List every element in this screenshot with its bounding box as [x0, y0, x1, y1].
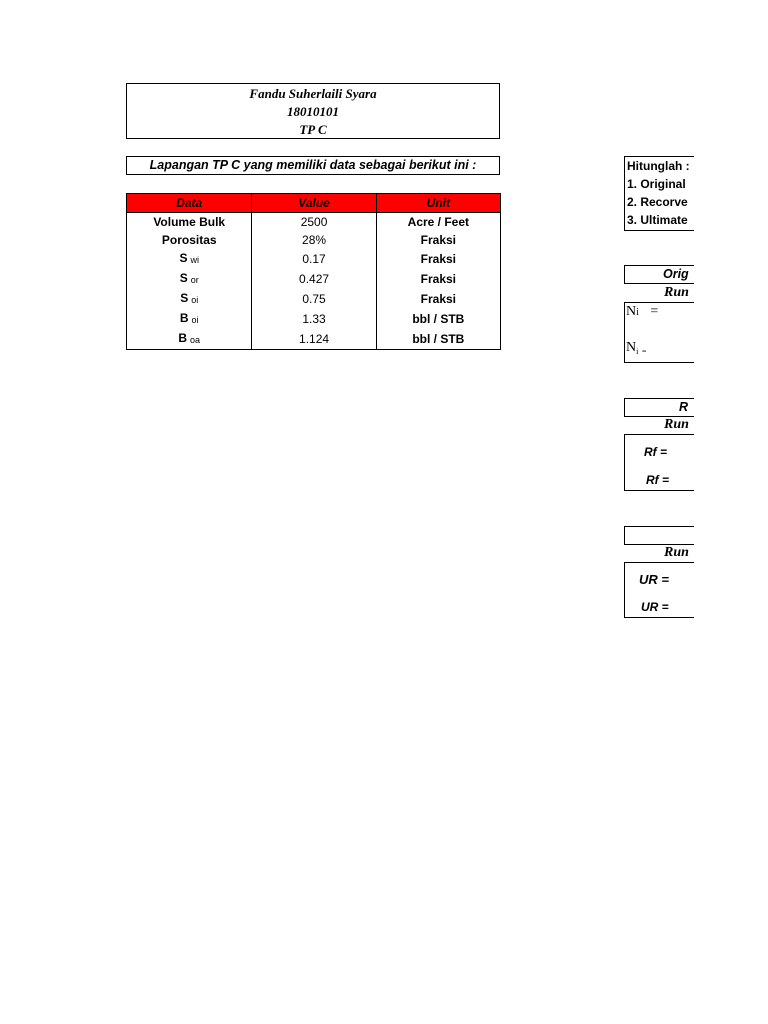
ur-line-2: UR = — [641, 600, 669, 614]
section1-line1 — [626, 304, 658, 320]
ni-symbol: N — [626, 304, 637, 319]
row-label — [127, 269, 252, 289]
section3-rumus: Run — [664, 545, 689, 560]
ur-line-1: UR = — [639, 572, 669, 587]
identity-header — [126, 83, 500, 139]
row-label — [127, 249, 252, 269]
label-main: S — [179, 271, 188, 285]
label-subscript: or — [190, 275, 199, 285]
rf-line-2: Rf = — [646, 473, 670, 487]
label-main: S — [180, 291, 189, 305]
label-subscript: oa — [190, 335, 201, 345]
header-value: Value — [252, 194, 376, 213]
row-label — [127, 329, 252, 350]
rf-line-1: Rf = — [644, 445, 668, 459]
row-value: 0.17 — [252, 249, 376, 269]
header-unit: Unit — [376, 194, 500, 213]
question-3: 3. Ultimate — [627, 213, 688, 227]
section3-box — [624, 562, 694, 618]
row-label — [127, 309, 252, 329]
question-2: 2. Recorve — [627, 195, 688, 209]
table-row — [127, 213, 501, 232]
table-header-row — [127, 194, 501, 213]
ni-symbol-2: N — [626, 340, 637, 355]
row-unit: Acre / Feet — [376, 213, 500, 232]
row-unit: Fraksi — [376, 289, 500, 309]
class-name: TP C — [299, 122, 327, 137]
label-subscript: oi — [191, 315, 199, 325]
question-heading: Hitunglah : — [627, 159, 690, 173]
label-main: Porositas — [161, 233, 217, 247]
header-data: Data — [127, 194, 252, 213]
table-row — [127, 269, 501, 289]
table-row — [127, 289, 501, 309]
label-main: B — [179, 311, 189, 325]
table-row — [127, 309, 501, 329]
ni-equals-2: = — [641, 347, 647, 356]
table-row — [127, 249, 501, 269]
row-unit: Fraksi — [376, 249, 500, 269]
label-subscript: oi — [191, 295, 199, 305]
ni-sub: i — [636, 307, 639, 318]
row-label — [127, 213, 252, 232]
label-subscript: wi — [190, 255, 199, 265]
label-main: Volume Bulk — [153, 215, 226, 229]
row-value: 1.124 — [252, 329, 376, 350]
reservoir-data-table — [126, 193, 501, 350]
row-value: 0.75 — [252, 289, 376, 309]
row-label — [127, 289, 252, 309]
intro-text: Lapangan TP C yang memiliki data sebagai berikut ini : — [126, 156, 500, 175]
student-id: 18010101 — [287, 104, 339, 119]
label-main: S — [179, 251, 188, 265]
section1-title: Orig — [624, 265, 694, 284]
row-unit: Fraksi — [376, 269, 500, 289]
row-unit: bbl / STB — [376, 309, 500, 329]
ni-sub-2: i — [636, 347, 639, 356]
label-main: B — [178, 331, 188, 345]
row-value: 0.427 — [252, 269, 376, 289]
row-unit: Fraksi — [376, 231, 500, 249]
row-value: 28% — [252, 231, 376, 249]
student-name: Fandu Suherlaili Syara — [249, 86, 377, 101]
question-1: 1. Original — [627, 177, 686, 191]
section1-box — [624, 302, 694, 363]
section2-rumus: Run — [664, 417, 689, 432]
row-unit: bbl / STB — [376, 329, 500, 350]
section1-rumus: Run — [664, 285, 689, 300]
calculation-panel — [624, 150, 690, 630]
table-row — [127, 231, 501, 249]
row-value: 1.33 — [252, 309, 376, 329]
questions-box — [624, 156, 694, 231]
section3-title — [624, 526, 694, 545]
row-label — [127, 231, 252, 249]
ni-equals: = — [650, 304, 659, 319]
section2-title: R — [624, 398, 694, 417]
section2-box — [624, 434, 694, 491]
row-value: 2500 — [252, 213, 376, 232]
table-row — [127, 329, 501, 350]
section1-line2 — [626, 340, 646, 356]
